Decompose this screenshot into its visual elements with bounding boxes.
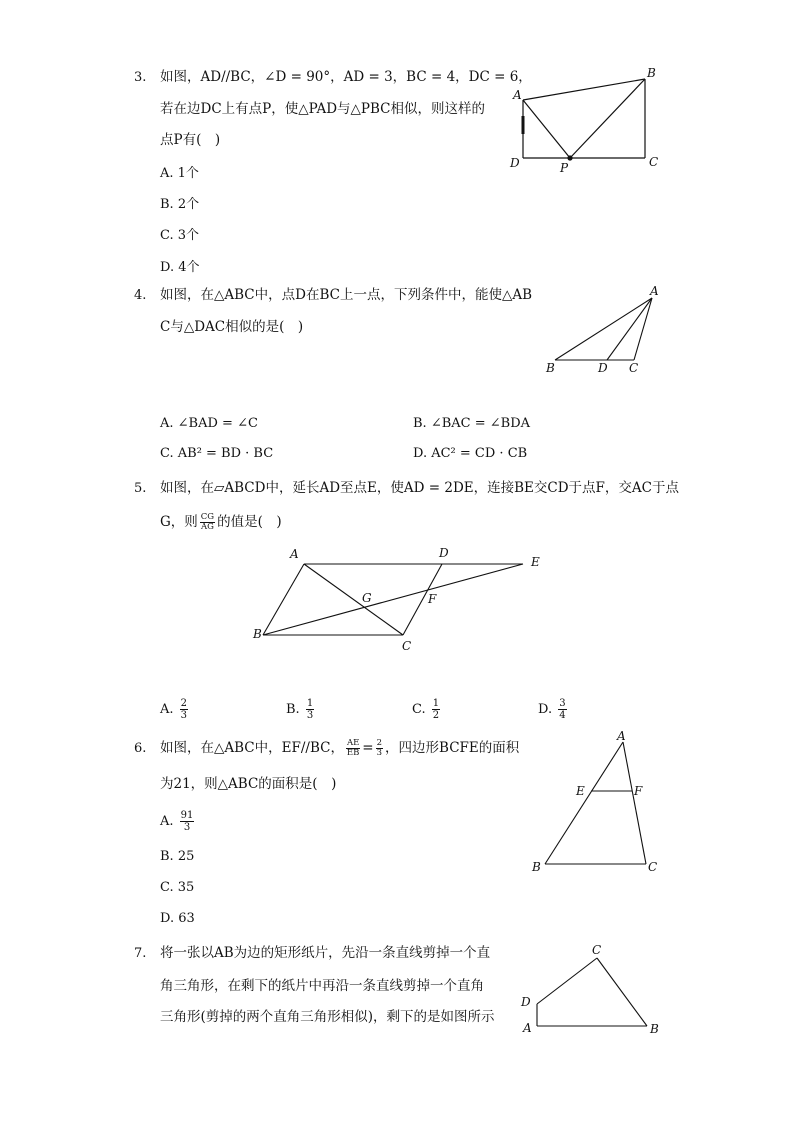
q6-label-e: E	[576, 784, 585, 798]
q6-label-a: A	[617, 729, 626, 743]
q4-option-b[interactable]: B. ∠BAC = ∠BDA	[413, 416, 531, 431]
q4-label-d: D	[598, 361, 608, 375]
q6-label-b: B	[532, 860, 541, 874]
q5-label-d: D	[439, 546, 449, 560]
q5-fraction-cg-ag: $\frac{CG}{AG}$	[200, 512, 215, 532]
q7-figure	[515, 940, 665, 1040]
q6-option-d[interactable]: D. 63	[160, 911, 195, 926]
q5-label-g: G	[362, 591, 372, 605]
q7-label-c: C	[592, 943, 602, 957]
q4-option-a[interactable]: A. ∠BAD = ∠C	[160, 416, 258, 431]
q3-label-a: A	[513, 88, 522, 102]
q5-label-f: F	[428, 592, 437, 606]
q7-text-line3: 三角形(剪掉的两个直角三角形相似)，剩下的是如图所示	[160, 1009, 495, 1025]
q3-number: 3.	[134, 70, 147, 85]
q3-edge-ab	[523, 79, 645, 100]
q3-option-c[interactable]: C. 3个	[160, 228, 200, 243]
q5-option-d[interactable]: D. $\frac{3}{4}$	[538, 698, 566, 721]
q5-option-c[interactable]: C. $\frac{1}{2}$	[412, 698, 440, 721]
q4-option-d[interactable]: D. AC² = CD · CB	[413, 446, 528, 461]
q7-text-line2: 角三角形，在剩下的纸片中再沿一条直线剪掉一个直角	[160, 978, 484, 994]
q3-option-a[interactable]: A. 1个	[160, 166, 199, 181]
q6-number: 6.	[134, 741, 147, 756]
q5-figure	[248, 540, 548, 660]
q3-edge-ap	[523, 100, 570, 158]
q5-option-b[interactable]: B. $\frac{1}{3}$	[286, 698, 314, 721]
q5-text-line2: G，则 $\frac{CG}{AG}$ 的值是( )	[160, 512, 282, 532]
q4-label-b: B	[546, 361, 555, 375]
q5-text-line1: 如图，在▱ABCD中，延长AD至点E，使AD = 2DE，连接BE交CD于点F，交AC于点	[160, 480, 679, 496]
q4-label-a: A	[650, 284, 659, 298]
q3-label-c: C	[649, 155, 659, 169]
q3-option-b[interactable]: B. 2个	[160, 197, 200, 212]
q5-label-b: B	[253, 627, 262, 641]
q7-label-b: B	[650, 1022, 659, 1036]
q3-label-p: P	[560, 161, 569, 175]
q3-edge-bp	[570, 79, 645, 158]
q5-label-e: E	[531, 555, 540, 569]
q7-text-line1: 将一张以AB为边的矩形纸片，先沿一条直线剪掉一个直	[160, 945, 491, 961]
q5-label-c: C	[402, 639, 412, 653]
q6-fraction-ae-eb: $\frac{AE}{EB}$	[346, 738, 360, 758]
q4-text-line2: C与△DAC相似的是( )	[160, 319, 304, 335]
q5-number: 5.	[134, 481, 147, 496]
q4-text-line1: 如图，在△ABC中，点D在BC上一点，下列条件中，能使△AB	[160, 287, 533, 303]
q5-option-a[interactable]: A. $\frac{2}{3}$	[160, 698, 188, 721]
q6-figure	[528, 730, 668, 875]
q3-text-line3: 点P有( )	[160, 132, 221, 148]
q7-number: 7.	[134, 946, 147, 961]
q3-text-line2: 若在边DC上有点P，使△PAD与△PBC相似，则这样的	[160, 101, 486, 117]
q4-option-c[interactable]: C. AB² = BD · BC	[160, 446, 274, 461]
q3-figure	[505, 64, 675, 179]
q4-label-c: C	[629, 361, 639, 375]
q4-figure	[540, 284, 670, 379]
q3-option-d[interactable]: D. 4个	[160, 260, 200, 275]
q6-option-b[interactable]: B. 25	[160, 849, 195, 864]
q3-label-d: D	[510, 156, 520, 170]
q7-label-a: A	[523, 1021, 532, 1035]
q6-option-a[interactable]: A. $\frac{91}{3}$	[160, 810, 194, 833]
q3-point-p	[567, 155, 572, 160]
q6-option-c[interactable]: C. 35	[160, 880, 195, 895]
q7-label-d: D	[521, 995, 531, 1009]
q6-label-c: C	[648, 860, 658, 874]
q5-label-a: A	[290, 547, 299, 561]
q6-text-line2: 为21，则△ABC的面积是( )	[160, 776, 337, 792]
q3-label-b: B	[647, 66, 656, 80]
q4-number: 4.	[134, 288, 147, 303]
q6-label-f: F	[634, 784, 643, 798]
q6-text-line1: 如图，在△ABC中，EF//BC， $\frac{AE}{EB}$ = $\frac{2}{3}$ ，四边形BCFE的面积	[160, 738, 520, 758]
q3-text-line1: 如图，AD//BC，∠D = 90°，AD = 3，BC = 4，DC = 6，	[160, 69, 532, 85]
